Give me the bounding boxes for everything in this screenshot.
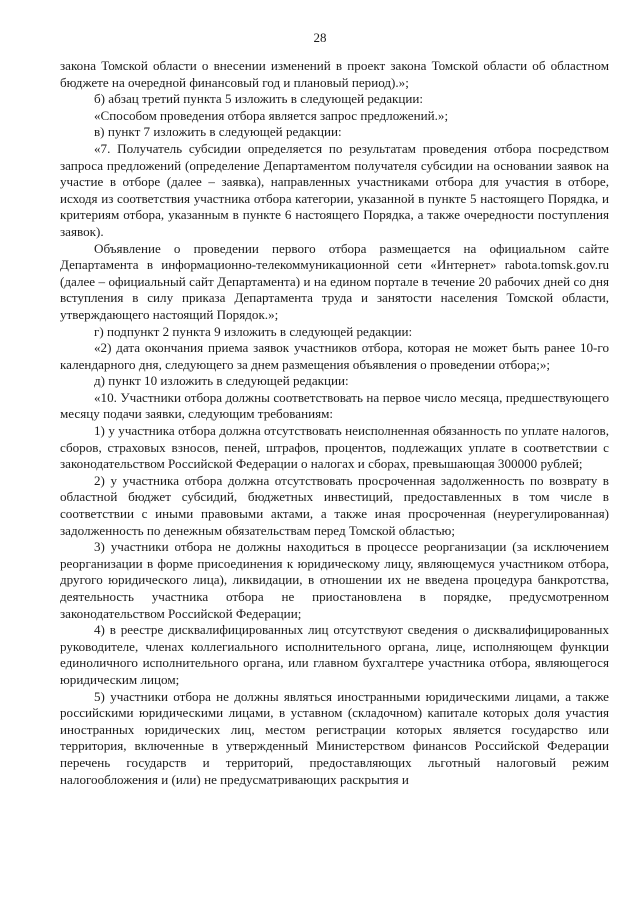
- paragraph-requirement-3: 3) участники отбора не должны находиться в процессе реорганизации (за исключением реорганизации в форме присоединения к юридическому лицу, являющемуся участником отбора, другого юридического лица), ликвидации, в отношении их не введена процедура банкротства, деятельность участника отбора не приостановлена в порядке, предусмотренном законодательством Российской Федерации;: [60, 539, 609, 621]
- page-number: 28: [313, 30, 327, 45]
- paragraph-continuation: закона Томской области о внесении изменений в проект закона Томской области об областном бюджете на очередной финансовый год и плановый период).»;: [60, 58, 609, 90]
- paragraph-amendment-g: г) подпункт 2 пункта 9 изложить в следующей редакции:: [94, 323, 413, 339]
- paragraph-subitem-2: «2) дата окончания приема заявок участников отбора, которая не может быть ранее 10-го календарного дня, следующего за днем размещения объявления о проведении отбора;»;: [60, 340, 609, 372]
- paragraph-quote-method: «Способом проведения отбора является запрос предложений.»;: [94, 107, 449, 123]
- paragraph-amendment-d: д) пункт 10 изложить в следующей редакции:: [94, 373, 349, 389]
- paragraph-requirement-1: 1) у участника отбора должна отсутствовать неисполненная обязанность по уплате налогов, сборов, страховых взносов, пеней, штрафов, процентов, подлежащих уплате в соответствии с законодательством Российской Федерации о налогах и сборах, превышающая 300000 рублей;: [60, 423, 609, 472]
- document-body: [60, 58, 609, 788]
- paragraph-item-7: «7. Получатель субсидии определяется по результатам проведения отбора посредством запроса предложений (определение Департаментом получателя субсидии на основании заявок на участие в отборе (далее – заявка), направленных участниками отбора для участия в отборе, исходя из соответствия участника отбора категории, указанной в пункте 5 настоящего Порядка, и критериям отбора, указанным в пункте 6 настоящего Порядка, а также очередности поступления заявок).: [60, 140, 609, 239]
- paragraph-amendment-b: б) абзац третий пункта 5 изложить в следующей редакции:: [94, 91, 424, 107]
- paragraph-requirement-4: 4) в реестре дисквалифицированных лиц отсутствуют сведения о дисквалифицированных руководителе, членах коллегиального исполнительного органа, лице, исполняющем функции единоличного исполнительного органа, или главном бухгалтере участника отбора, являющегося юридическим лицом;: [60, 622, 609, 687]
- paragraph-requirement-5: 5) участники отбора не должны являться иностранными юридическими лицами, а также российскими юридическими лицами, в уставном (складочном) капитале которых доля участия иностранных юридических лиц, местом регистрации которых является государство или территория, включенные в утвержденный Министерством финансов Российской Федерации перечень государств и территорий, предоставляющих льготный налоговый режим налогообложения и (или) не предусматривающих раскрытия и: [60, 688, 609, 787]
- paragraph-announcement: Объявление о проведении первого отбора размещается на официальном сайте Департамента в информационно-телекоммуникационной сети «Интернет» rabota.tomsk.gov.ru (далее – официальный сайт Департамента) и на едином портале в течение 20 рабочих дней со дня вступления в силу приказа Департамента труда и занятости населения Томской области, утверждающего настоящий Порядок.»;: [60, 240, 609, 322]
- paragraph-item-10: «10. Участники отбора должны соответствовать на первое число месяца, предшествующего месяцу подачи заявки, следующим требованиям:: [60, 389, 609, 422]
- paragraph-amendment-v: в) пункт 7 изложить в следующей редакции:: [94, 124, 342, 140]
- paragraph-requirement-2: 2) у участника отбора должна отсутствовать просроченная задолженность по возврату в областной бюджет субсидий, бюджетных инвестиций, предоставленных в том числе в соответствии с иными правовыми актами, а также иная просроченная (неурегулированная) задолженность по денежным обязательствам перед Томской областью;: [60, 472, 609, 538]
